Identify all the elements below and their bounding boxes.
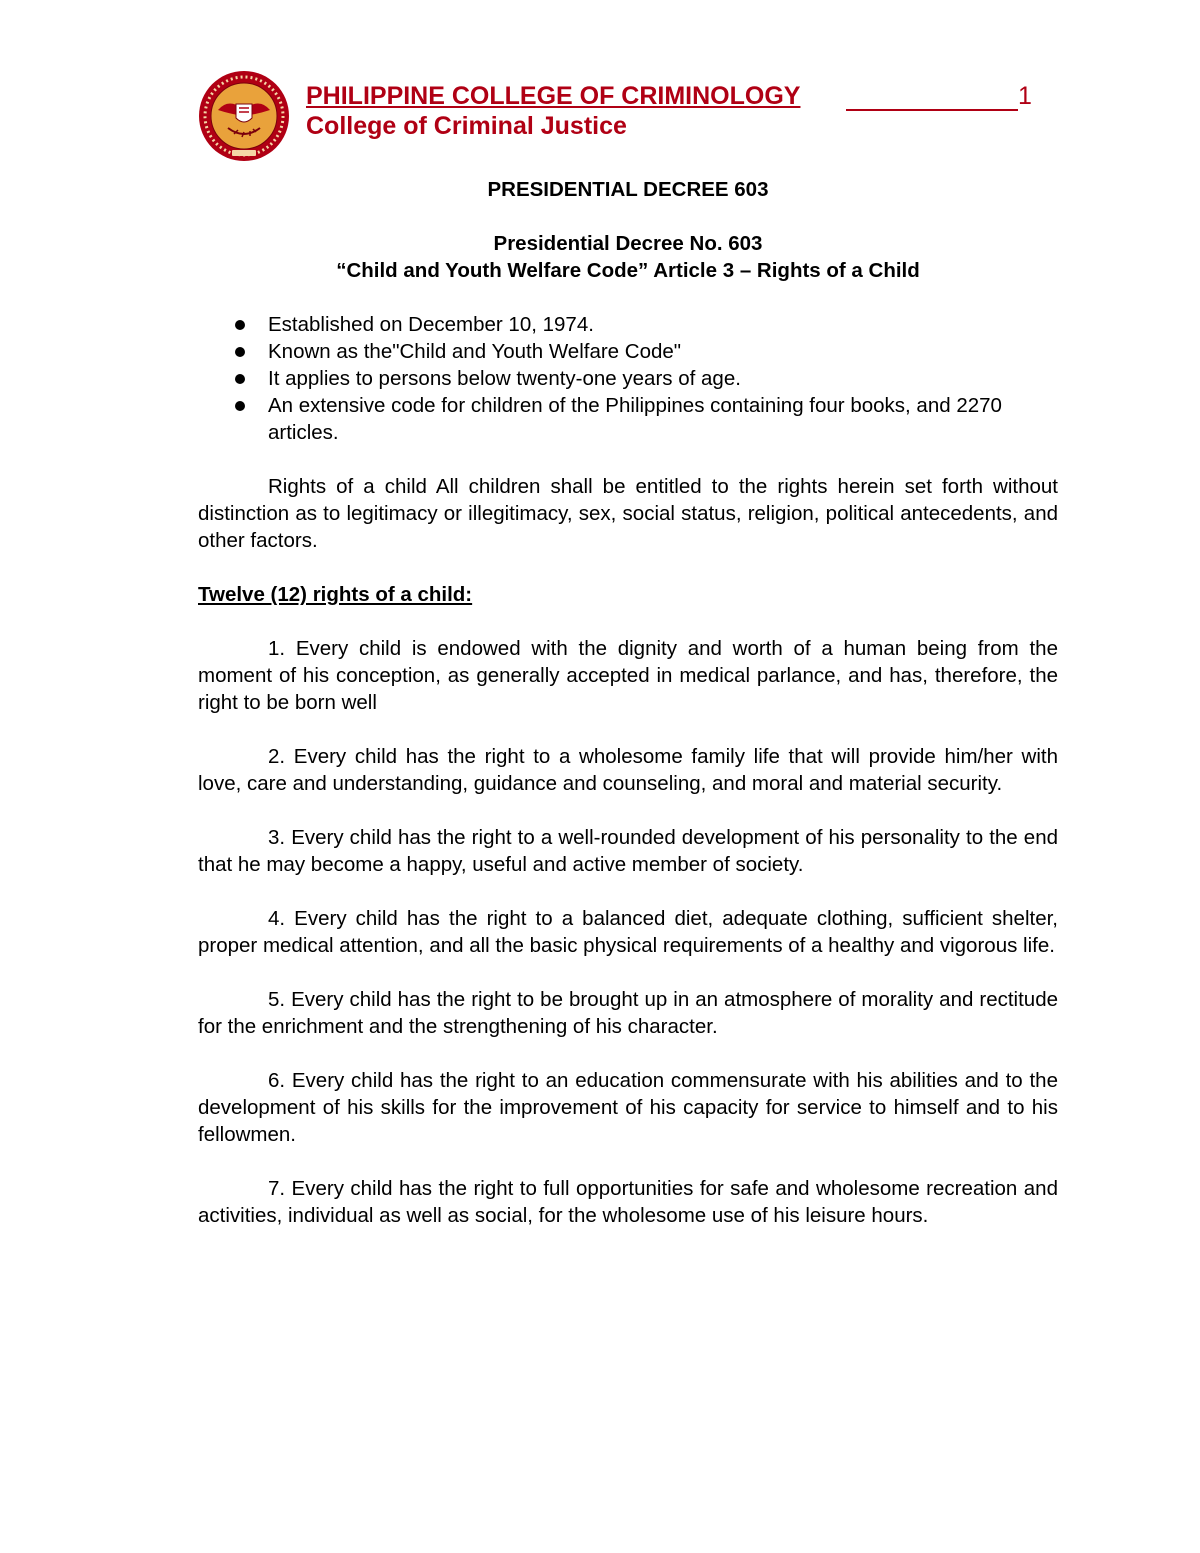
document-title: PRESIDENTIAL DECREE 603 [487,178,769,201]
list-item [198,392,1058,446]
right-paragraph-2: 2. Every child has the right to a wholesome family life that will provide him/her with love, care and understanding, guidance and counseling, and moral and material security. [198,745,1058,795]
rights-heading: Twelve (12) rights of a child: [198,583,473,606]
list-item [198,365,1058,392]
list-item [198,338,1058,365]
bullet-icon [235,320,245,330]
right-paragraph-1: 1. Every child is endowed with the dignity and worth of a human being from the moment of his conception, as generally accepted in medical parlance, and has, therefore, the right to be born well [198,637,1058,714]
fact-text: Known as the"Child and Youth Welfare Code" [268,340,682,363]
right-paragraph-6: 6. Every child has the right to an education commensurate with his abilities and to the development of his skills for the improvement of his capacity for service to himself and to his fellowmen. [198,1069,1058,1146]
header-underline [846,109,1018,111]
bullet-icon [235,401,245,411]
college-seal-logo [198,70,290,162]
intro-paragraph: Rights of a child All children shall be entitled to the rights herein set forth without distinction as to legitimacy or illegitimacy, sex, social status, religion, political antecedents, and other factors. [198,475,1058,552]
right-paragraph-7: 7. Every child has the right to full opportunities for safe and wholesome recreation and activities, individual as well as social, for the wholesome use of his leisure hours. [198,1177,1058,1227]
list-item [198,311,1058,338]
college-name: College of Criminal Justice [306,112,627,140]
fact-text: An extensive code for children of the Philippines containing four books, and 2270 articles. [268,394,1002,444]
bullet-icon [235,374,245,384]
document-subtitle-line-2: “Child and Youth Welfare Code” Article 3 – Rights of a Child [336,259,920,282]
header-title-row [306,82,1032,114]
right-paragraph-5: 5. Every child has the right to be brought up in an atmosphere of morality and rectitude for the enrichment and the strengthening of his character. [198,988,1058,1038]
fact-text: Established on December 10, 1974. [268,313,594,336]
document-subtitle-line-1: Presidential Decree No. 603 [493,232,763,255]
bullet-icon [235,347,245,357]
page-number: 1 [1018,82,1032,110]
right-paragraph-4: 4. Every child has the right to a balanced diet, adequate clothing, sufficient shelter, proper medical attention, and all the basic physical requirements of a healthy and vigorous life. [198,907,1058,957]
facts-list [198,311,1058,446]
fact-text: It applies to persons below twenty-one years of age. [268,367,741,390]
right-paragraph-3: 3. Every child has the right to a well-rounded development of his personality to the end that he may become a happy, useful and active member of society. [198,826,1058,876]
document-body [198,176,1058,1229]
institution-name: PHILIPPINE COLLEGE OF CRIMINOLOGY [306,82,801,110]
